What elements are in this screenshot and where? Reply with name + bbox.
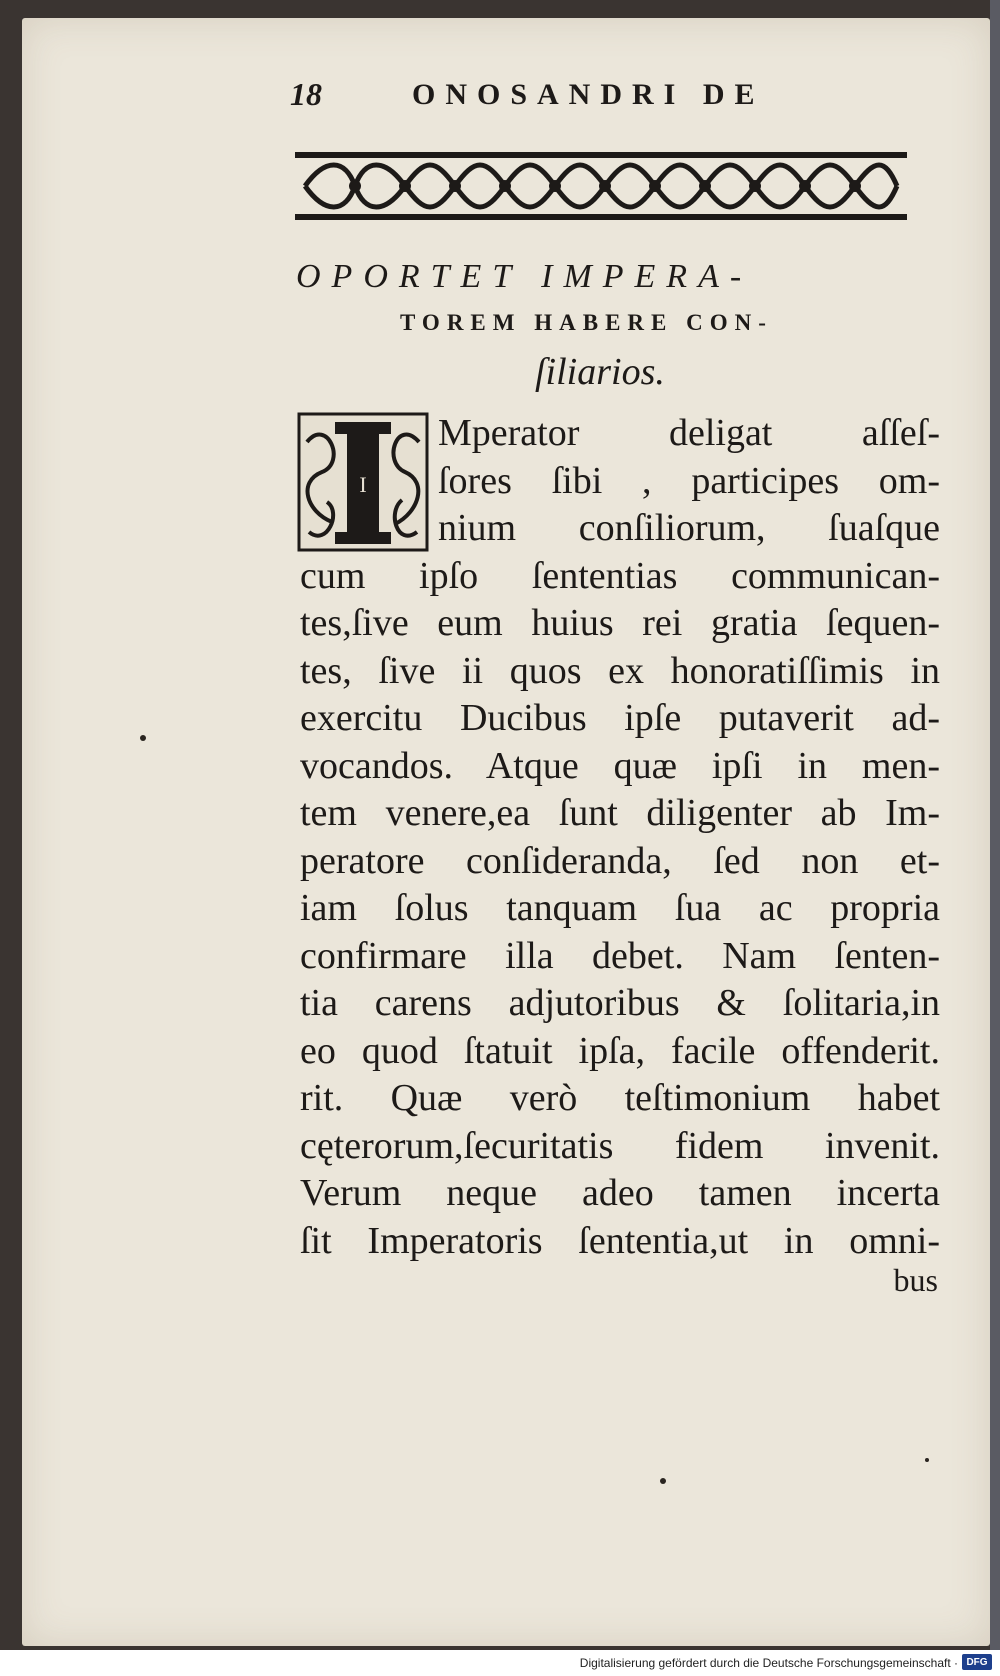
text-line: cum ipſo ſententias communican- bbox=[300, 554, 940, 597]
text-line: confirmare illa debet. Nam ſenten- bbox=[300, 934, 940, 977]
text-line: tia carens adjutoribus & ſolitaria,in bbox=[300, 982, 940, 1024]
running-head: ONOSANDRI DE bbox=[412, 78, 765, 111]
text-line: tem venere,ea ſunt diligenter ab Im- bbox=[300, 792, 940, 834]
text-line: tes,ſive eum huius rei gratia ſequen- bbox=[300, 602, 940, 644]
text-line: nium conſiliorum, ſuaſque bbox=[438, 507, 940, 549]
ink-speck bbox=[925, 1458, 929, 1462]
text-line: tes, ſive ii quos ex honoratiſſimis in bbox=[300, 649, 940, 692]
ornament-band bbox=[295, 148, 907, 224]
chapter-heading-line2: TOREM HABERE CON- bbox=[400, 310, 773, 335]
scan-edge bbox=[990, 0, 1000, 1676]
text-line: ſit Imperatoris ſententia,ut in omni- bbox=[300, 1219, 940, 1262]
text-line: Verum neque adeo tamen incerta bbox=[300, 1172, 940, 1214]
body-text bbox=[300, 410, 940, 1265]
text-line: rit. Quæ verò teſtimonium habet bbox=[300, 1077, 940, 1119]
text-line: ſores ſibi , participes om- bbox=[438, 459, 940, 502]
footer-credit: Digitalisierung gefördert durch die Deutsche Forschungsgemeinschaft · bbox=[579, 1656, 958, 1670]
chapter-heading-line1: OPORTET IMPERA- bbox=[296, 258, 753, 295]
text-line: exercitu Ducibus ipſe putaverit ad- bbox=[300, 697, 940, 739]
initial-letter: I bbox=[359, 472, 367, 497]
catchword: bus bbox=[893, 1262, 938, 1298]
chapter-heading-line3: ſiliarios. bbox=[535, 351, 665, 393]
text-line: vocandos. Atque quæ ipſi in men- bbox=[300, 744, 940, 787]
ink-speck bbox=[140, 735, 146, 741]
ink-speck bbox=[660, 1478, 666, 1484]
text-line: Mperator deligat aſſeſ- bbox=[438, 412, 940, 454]
dfg-logo: DFG bbox=[962, 1654, 992, 1670]
text-line: eo quod ſtatuit ipſa, facile offenderit. bbox=[300, 1029, 940, 1072]
text-line: cęterorum,ſecuritatis fidem invenit. bbox=[300, 1124, 940, 1167]
page-number: 18 bbox=[290, 76, 322, 112]
text-line: iam ſolus tanquam ſua ac propria bbox=[300, 887, 940, 929]
text-line: peratore conſideranda, ſed non et- bbox=[300, 839, 940, 882]
